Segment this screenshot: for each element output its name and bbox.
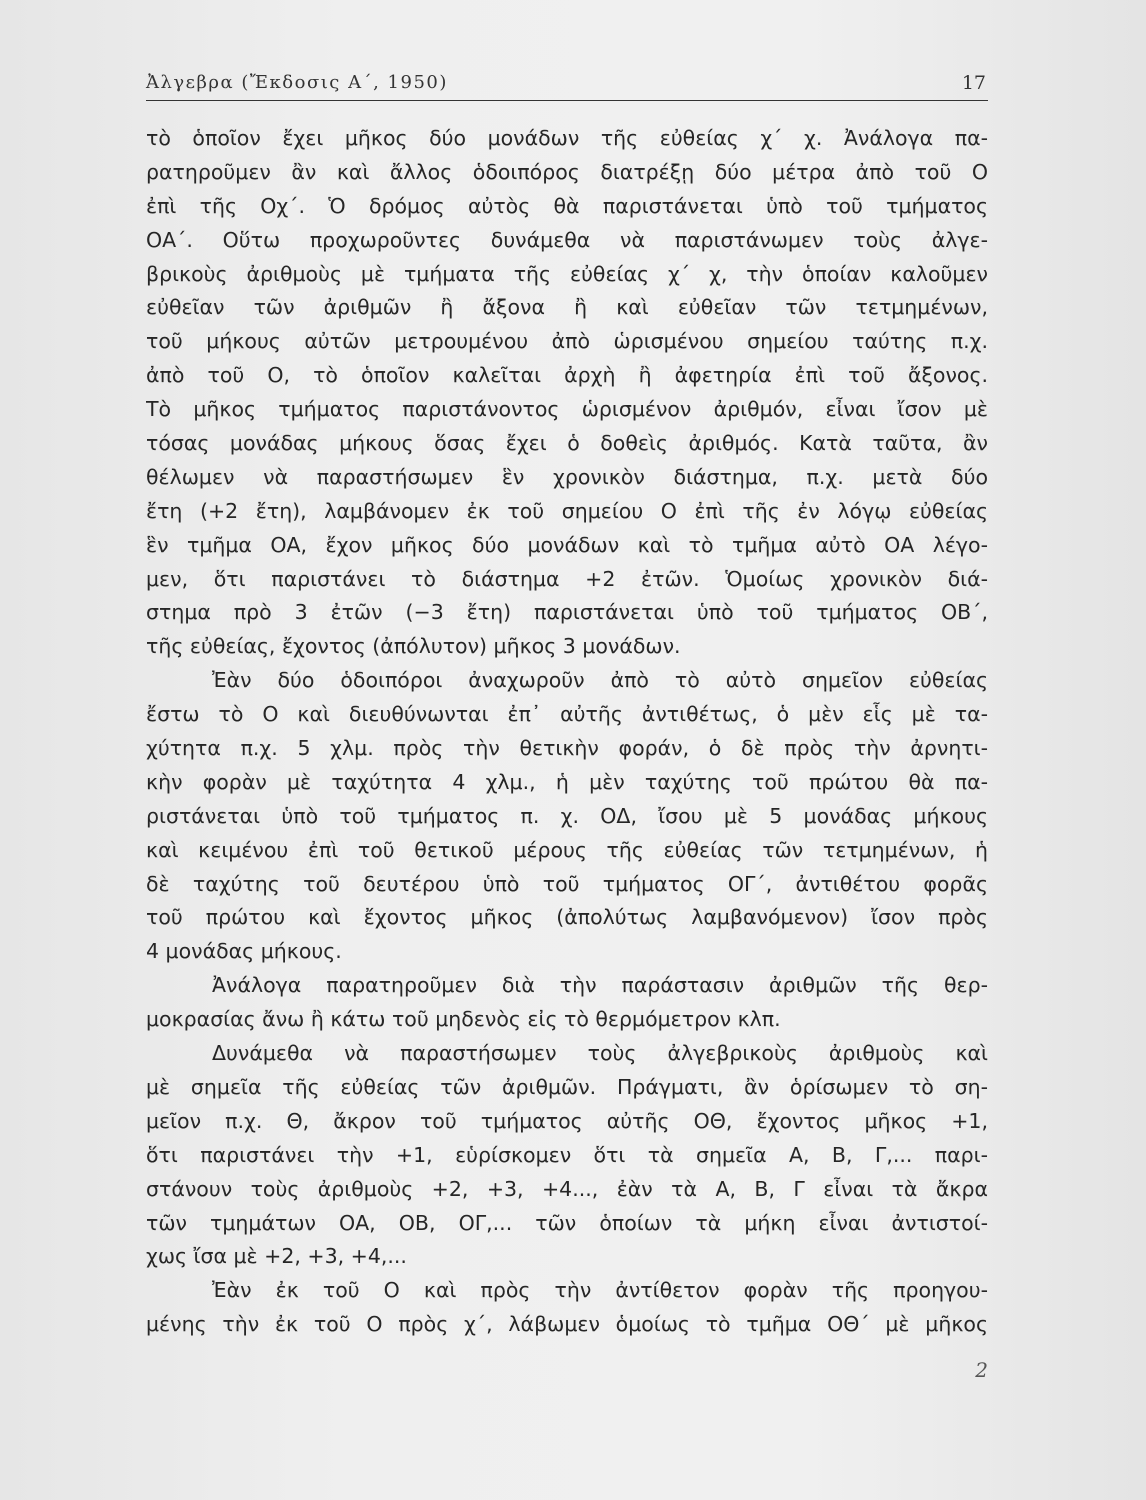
- text-line: ἔτη (+2 ἔτη), λαμβάνομεν ἐκ τοῦ σημείου Ο ἐπὶ τῆς ἐν λόγῳ εὐθείας: [146, 498, 988, 523]
- text-line: ΟΑ΄. Οὕτω προχωροῦντες δυνάμεθα νὰ παριστάνωμεν τοὺς ἀλγε-: [146, 227, 988, 252]
- text-line: Τὸ μῆκος τμήματος παριστάνοντος ὡρισμένον ἀριθμόν, εἶναι ἴσον μὲ: [146, 397, 988, 422]
- text-line: τῶν τμημάτων ΟΑ, ΟΒ, ΟΓ,... τῶν ὁποίων τὰ μήκη εἶναι ἀντιστοί-: [146, 1210, 988, 1235]
- text-line: ρατηροῦμεν ἂν καὶ ἄλλος ὁδοιπόρος διατρέξῃ δύο μέτρα ἀπὸ τοῦ Ο: [146, 159, 988, 184]
- text-line: τόσας μονάδας μήκους ὅσας ἔχει ὁ δοθεὶς ἀριθμός. Κατὰ ταῦτα, ἂν: [146, 431, 988, 456]
- text-line: ριστάνεται ὑπὸ τοῦ τμήματος π. χ. ΟΔ, ἴσου μὲ 5 μονάδας μήκους: [146, 803, 988, 828]
- text-line: μοκρασίας ἄνω ἢ κάτω τοῦ μηδενὸς εἰς τὸ θερμόμετρον κλπ.: [146, 1007, 781, 1032]
- text-line: Ἀνάλογα παρατηροῦμεν διὰ τὴν παράστασιν ἀριθμῶν τῆς θερ-: [212, 973, 988, 998]
- text-line: τοῦ μήκους αὐτῶν μετρουμένου ἀπὸ ὡρισμένου σημείου ταύτης π.χ.: [146, 329, 988, 354]
- text-line: μεν, ὅτι παριστάνει τὸ διάστημα +2 ἐτῶν. Ὁμοίως χρονικὸν διά-: [146, 566, 988, 591]
- printer-signature-mark: 2: [975, 1358, 988, 1382]
- text-line: τῆς εὐθείας, ἔχοντος (ἀπόλυτον) μῆκος 3 μονάδων.: [146, 634, 681, 659]
- text-line: κὴν φορὰν μὲ ταχύτητα 4 χλμ., ἡ μὲν ταχύτης τοῦ πρώτου θὰ πα-: [146, 769, 988, 794]
- page-number: 17: [961, 72, 986, 94]
- text-line: θέλωμεν νὰ παραστήσωμεν ἓν χρονικὸν διάστημα, π.χ. μετὰ δύο: [146, 464, 988, 489]
- text-line: τοῦ πρώτου καὶ ἔχοντος μῆκος (ἀπολύτως λαμβανόμενον) ἴσον πρὸς: [146, 905, 988, 930]
- text-line: ἓν τμῆμα ΟΑ, ἔχον μῆκος δύο μονάδων καὶ τὸ τμῆμα αὐτὸ ΟΑ λέγο-: [146, 532, 988, 557]
- text-line: Ἐὰν ἐκ τοῦ Ο καὶ πρὸς τὴν ἀντίθετον φορὰν τῆς προηγου-: [212, 1278, 988, 1303]
- text-line: ὅτι παριστάνει τὴν +1, εὑρίσκομεν ὅτι τὰ σημεῖα Α, Β, Γ,... παρι-: [146, 1142, 988, 1167]
- text-line: ἀπὸ τοῦ Ο, τὸ ὁποῖον καλεῖται ἀρχὴ ἢ ἀφετηρία ἐπὶ τοῦ ἄξονος.: [146, 363, 988, 388]
- text-line: 4 μονάδας μήκους.: [146, 939, 342, 964]
- body-text: [146, 122, 988, 1342]
- text-line: χως ἴσα μὲ +2, +3, +4,...: [146, 1244, 407, 1269]
- text-line: μένης τὴν ἐκ τοῦ Ο πρὸς χ΄, λάβωμεν ὁμοίως τὸ τμῆμα ΟΘ΄ μὲ μῆκος: [146, 1312, 988, 1337]
- text-line: εὐθεῖαν τῶν ἀριθμῶν ἢ ἄξονα ἢ καὶ εὐθεῖαν τῶν τετμημένων,: [146, 295, 988, 320]
- text-line: βρικοὺς ἀριθμοὺς μὲ τμήματα τῆς εὐθείας χ΄ χ, τὴν ὁποίαν καλοῦμεν: [146, 261, 988, 286]
- text-line: ἔστω τὸ Ο καὶ διευθύνωνται ἐπ᾿ αὐτῆς ἀντιθέτως, ὁ μὲν εἷς μὲ τα-: [146, 702, 988, 727]
- text-line: χύτητα π.χ. 5 χλμ. πρὸς τὴν θετικὴν φοράν, ὁ δὲ πρὸς τὴν ἀρνητι-: [146, 736, 988, 761]
- text-line: μὲ σημεῖα τῆς εὐθείας τῶν ἀριθμῶν. Πράγματι, ἂν ὁρίσωμεν τὸ ση-: [146, 1074, 988, 1099]
- text-line: μεῖον π.χ. Θ, ἄκρον τοῦ τμήματος αὐτῆς ΟΘ, ἔχοντος μῆκος +1,: [146, 1108, 988, 1133]
- text-line: Ἐὰν δύο ὁδοιπόροι ἀναχωροῦν ἀπὸ τὸ αὐτὸ σημεῖον εὐθείας: [212, 668, 988, 693]
- text-line: ἐπὶ τῆς Οχ΄. Ὁ δρόμος αὐτὸς θὰ παριστάνεται ὑπὸ τοῦ τμήματος: [146, 193, 988, 218]
- text-line: στημα πρὸ 3 ἐτῶν (−3 ἔτη) παριστάνεται ὑπὸ τοῦ τμήματος ΟΒ΄,: [146, 600, 988, 625]
- text-line: καὶ κειμένου ἐπὶ τοῦ θετικοῦ μέρους τῆς εὐθείας τῶν τετμημένων, ἡ: [146, 837, 988, 862]
- text-line: στάνουν τοὺς ἀριθμοὺς +2, +3, +4..., ἐὰν τὰ Α, Β, Γ εἶναι τὰ ἄκρα: [146, 1176, 988, 1201]
- text-line: δὲ ταχύτης τοῦ δευτέρου ὑπὸ τοῦ τμήματος ΟΓ΄, ἀντιθέτου φορᾶς: [146, 871, 988, 896]
- running-head-title: Ἀλγεβρα (Ἔκδοσις Α΄, 1950): [146, 72, 448, 93]
- text-line: τὸ ὁποῖον ἔχει μῆκος δύο μονάδων τῆς εὐθείας χ΄ χ. Ἀνάλογα πα-: [146, 126, 988, 150]
- text-line: Δυνάμεθα νὰ παραστήσωμεν τοὺς ἀλγεβρικοὺς ἀριθμοὺς καὶ: [212, 1041, 988, 1066]
- running-head: [146, 70, 988, 101]
